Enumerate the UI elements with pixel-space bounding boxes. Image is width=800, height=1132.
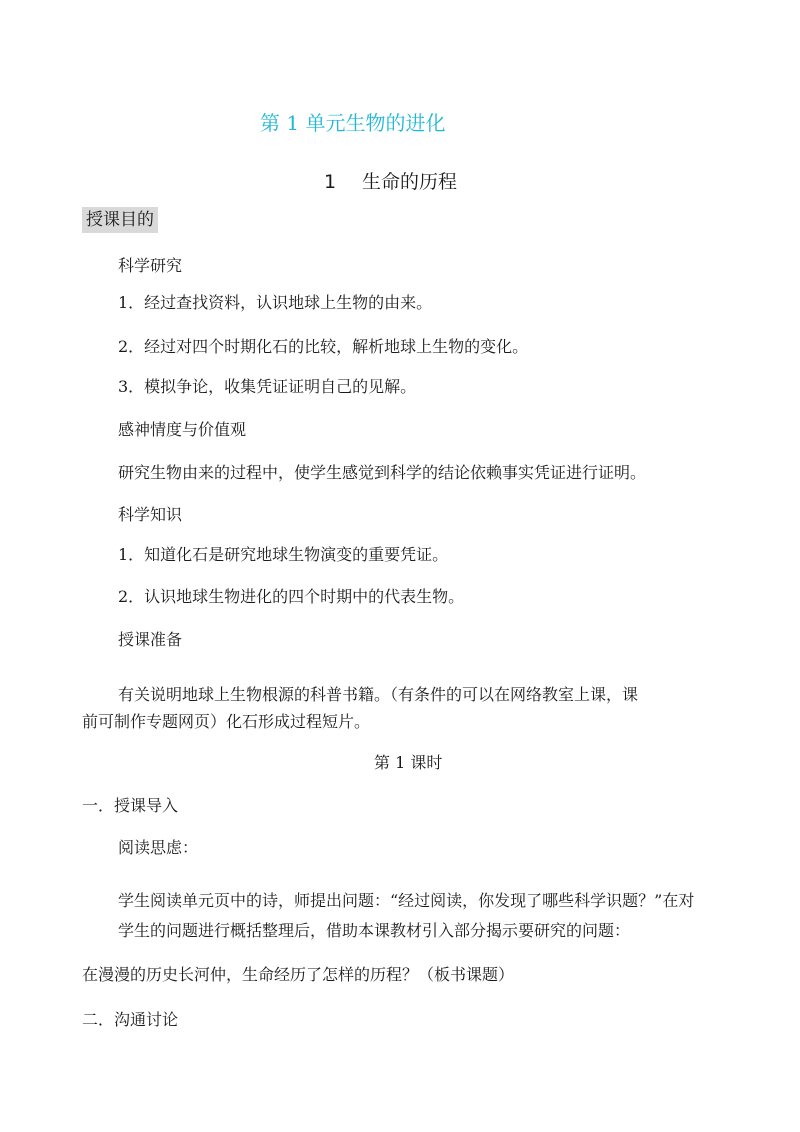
research-item: 3．模拟争论，收集凭证证明自己的见解。 (118, 377, 417, 396)
knowledge-item: 2．认识地球生物进化的四个时期中的代表生物。 (118, 587, 465, 606)
research-item: 2．经过对四个时期化石的比较，解析地球上生物的变化。 (118, 337, 529, 356)
step-heading-intro: 一．授课导入 (82, 796, 179, 815)
section-objectives-heading: 授课目的 (82, 207, 158, 233)
sub-heading-knowledge: 科学知识 (118, 505, 183, 524)
intro-paragraph-line1: 学生阅读单元页中的诗，师提出问题：“经过阅读，你发现了哪些科学识题？”在对 (118, 891, 695, 910)
intro-paragraph-line2: 学生的问题进行概括整理后，借助本课教材引入部分揭示要研究的问题： (118, 921, 631, 940)
lesson-title: 生命的历程 (362, 171, 458, 193)
step-heading-discussion: 二．沟通讨论 (82, 1010, 179, 1029)
sub-heading-values: 感神情度与价值观 (118, 420, 247, 439)
knowledge-item: 1．知道化石是研究地球生物演变的重要凭证。 (118, 545, 449, 564)
sub-heading-preparation: 授课准备 (118, 630, 183, 649)
lesson-heading (324, 170, 457, 194)
sub-heading-science-research: 科学研究 (118, 256, 183, 275)
research-item: 1．经过查找资料，认识地球上生物的由来。 (118, 293, 433, 312)
period-title: 第 1 课时 (374, 753, 443, 772)
unit-title: 第 1 单元生物的进化 (260, 111, 446, 135)
intro-question: 在漫漫的历史长河仲，生命经历了怎样的历程？（板书课题） (82, 965, 515, 984)
preparation-text-line2: 前可制作专题网页）化石形成过程短片。 (82, 712, 371, 731)
values-text: 研究生物由来的过程中，使学生感觉到科学的结论依赖事实凭证进行证明。 (118, 463, 647, 482)
step-sub-heading: 阅读思虑： (118, 838, 199, 857)
lesson-number: 1 (324, 171, 337, 193)
preparation-text-line1: 有关说明地球上生物根源的科普书籍。（有条件的可以在网络教室上课，课 (118, 685, 639, 704)
